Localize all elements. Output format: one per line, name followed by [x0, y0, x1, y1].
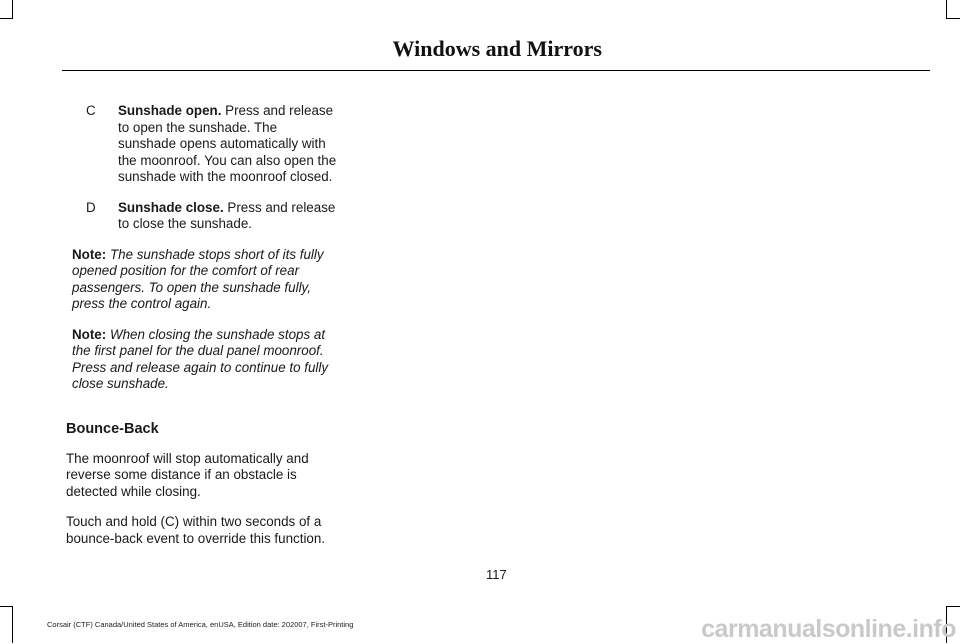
item-key: D: [86, 199, 96, 215]
list-item: [66, 200, 338, 233]
paragraph: The moonroof will stop automatically and reverse some distance if an obstacle is detected while closing.: [66, 450, 309, 499]
note-text: The sunshade stops short of its fully opened position for the comfort of rear passengers. To open the sunshade fully, press the control again.: [72, 246, 324, 311]
crop-mark-bottom-left-h: [0, 606, 13, 607]
item-description: Press and release to open the sunshade. The sunshade opens automatically with the moonroof. You can also open the sunshade with the moonroof closed.: [118, 103, 337, 184]
list-item: [66, 103, 338, 186]
note-label: Note:: [72, 326, 107, 342]
watermark-logo: carmanualsonline.info: [701, 615, 956, 643]
item-text: [118, 103, 338, 186]
item-title: Sunshade open.: [118, 103, 222, 118]
note: [72, 247, 338, 313]
note-text: When closing the sunshade stops at the first panel for the dual panel moonroof. Press and release again to continue to fully close sunshade.: [72, 326, 329, 391]
crop-mark-top-left-h: [0, 18, 13, 19]
page-title: Windows and Mirrors: [392, 36, 602, 61]
crop-mark-bottom-left-v: [12, 606, 13, 643]
paragraph: Touch and hold (C) within two seconds of a bounce-back event to override this function.: [66, 514, 326, 546]
header-rule: [62, 70, 930, 71]
content-column: [66, 103, 338, 561]
item-key: C: [86, 103, 96, 118]
item-description: Press and release to close the sunshade.: [118, 199, 336, 231]
item-text: [118, 200, 338, 233]
section-heading: Bounce-Back: [66, 420, 159, 437]
item-title: Sunshade close.: [118, 199, 224, 215]
page-number: 117: [486, 567, 507, 582]
crop-mark-top-right-v: [946, 0, 947, 18]
note-label: Note:: [72, 246, 107, 262]
note: [72, 327, 338, 393]
footer-edition-text: Corsair (CTF) Canada/United States of America, enUSA, Edition date: 202007, First-Printing: [47, 620, 354, 629]
crop-mark-top-right-h: [946, 18, 960, 19]
crop-mark-top-left-v: [12, 0, 13, 18]
crop-mark-bottom-right-h: [946, 606, 960, 607]
